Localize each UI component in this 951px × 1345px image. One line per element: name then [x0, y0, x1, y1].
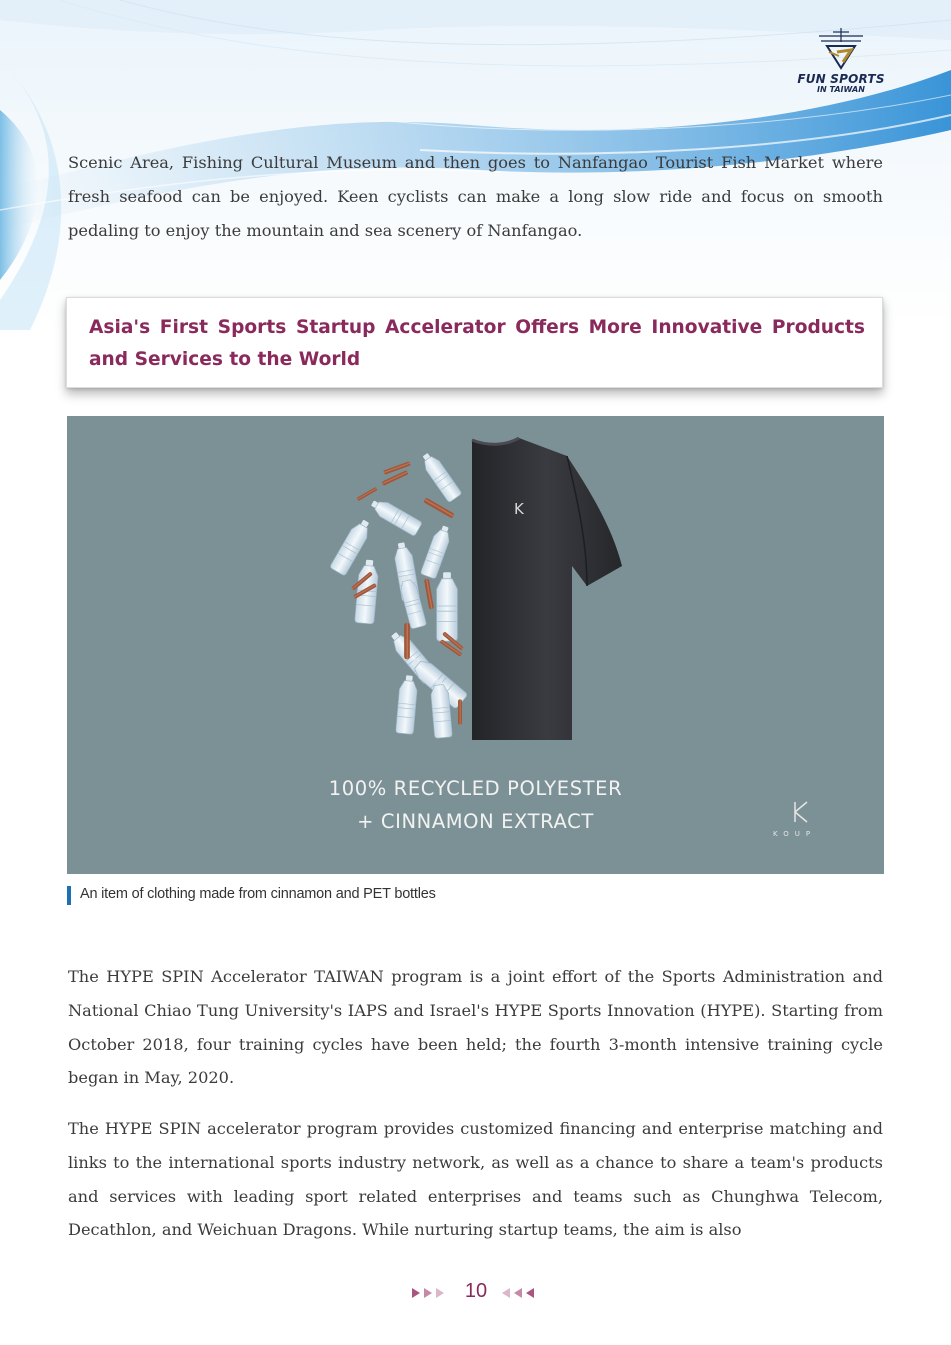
caption-text: An item of clothing made from cinnamon and PET bottles [80, 886, 436, 902]
recycled-shirt-photo [67, 416, 884, 874]
shirt-illustration [67, 416, 884, 874]
body-paragraph-2: The HYPE SPIN accelerator program provides customized financing and enterprise matching and links to the international sports industry network, as well as a chance to share a team's products and services with leading sport related enterprises and teams such as Chunghwa Telecom, Decathlon, and Weichuan Dragons. While nurturing startup teams, the aim is also [68, 1119, 883, 1240]
page-footer [0, 1280, 951, 1308]
logo-subtitle: IN TAIWAN [817, 85, 865, 94]
logo-title: FUN SPORTS [797, 72, 885, 86]
section-heading: Asia's First Sports Startup Accelerator Offers More Innovative Products and Services to the World [89, 317, 865, 370]
body-paragraph-1: The HYPE SPIN Accelerator TAIWAN program is a joint effort of the Sports Administration and National Chiao Tung University's IAPS and Israel's HYPE Sports Innovation (HYPE). Starting from October 2018, four training cycles have been held; the fourth 3-month intensive training cycle began in May, 2020. [68, 967, 883, 1088]
intro-paragraph: Scenic Area, Fishing Cultural Museum and then goes to Nanfangao Tourist Fish Market where fresh seafood can be enjoyed. Keen cyclists can make a long slow ride and focus on smooth pedaling to enjoy the mountain and sea scenery of Nanfangao. [68, 153, 883, 240]
photo-headline-line1: 100% RECYCLED POLYESTER [328, 777, 623, 800]
page-number: 10 [464, 1280, 488, 1302]
brand-wordmark: KOUP [773, 830, 817, 838]
triple-arrow-left-icon [502, 1287, 538, 1299]
runner-logo-icon [811, 26, 871, 70]
triple-arrow-right-icon [412, 1287, 448, 1299]
tshirt-half [472, 438, 622, 740]
shirt-logo: K [514, 500, 524, 518]
caption-marker [67, 886, 71, 905]
section-heading-box [66, 297, 883, 388]
fun-sports-logo [786, 26, 896, 106]
photo-headline-line2: + CINNAMON EXTRACT [357, 810, 594, 833]
